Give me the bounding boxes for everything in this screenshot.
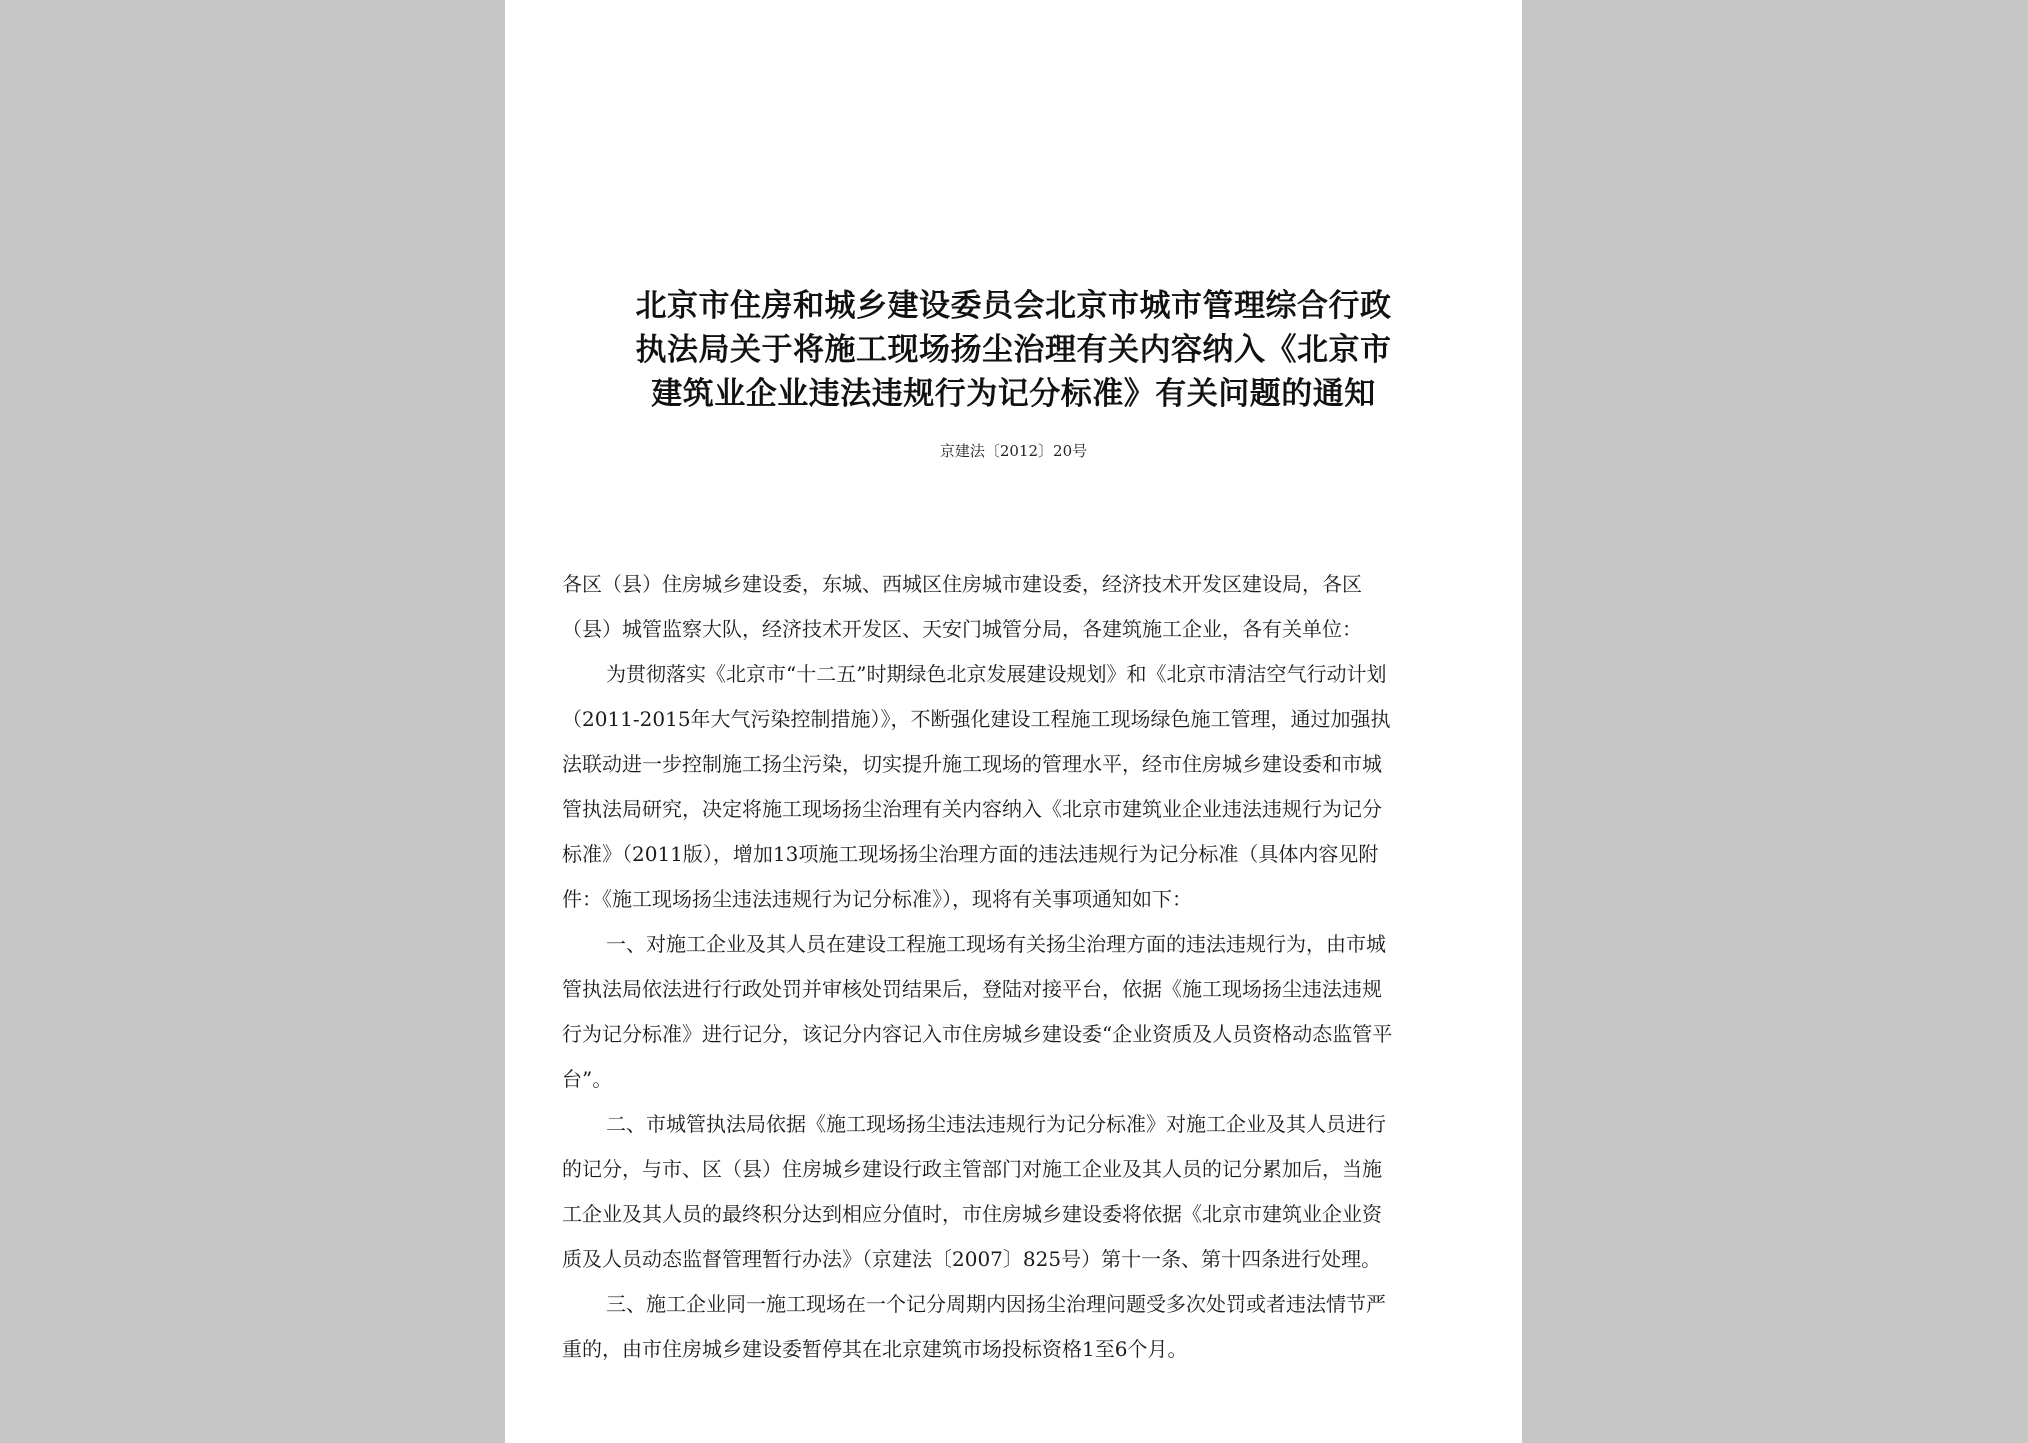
body-line: 管执法局依法进行行政处罚并审核处罚结果后，登陆对接平台，依据《施工现场扬尘违法违规 [562,977,1382,1001]
body-line: （县）城管监察大队，经济技术开发区、天安门城管分局，各建筑施工企业，各有关单位： [562,617,1362,641]
body-line: 各区（县）住房城乡建设委，东城、西城区住房城市建设委，经济技术开发区建设局，各区 [562,572,1362,596]
body-line: 二、市城管执法局依据《施工现场扬尘违法违规行为记分标准》对施工企业及其人员进行 [606,1112,1386,1136]
body-line: 法联动进一步控制施工扬尘污染，切实提升施工现场的管理水平，经市住房城乡建设委和市城 [562,752,1382,776]
body-line: 件：《施工现场扬尘违法违规行为记分标准》），现将有关事项通知如下： [562,887,1192,911]
body-line: 管执法局研究，决定将施工现场扬尘治理有关内容纳入《北京市建筑业企业违法违规行为记分 [562,797,1382,821]
body-line: 重的，由市住房城乡建设委暂停其在北京建筑市场投标资格1至6个月。 [562,1337,1188,1361]
body-line: 为贯彻落实《北京市“十二五”时期绿色北京发展建设规划》和《北京市清洁空气行动计划 [606,662,1387,686]
body-line: （2011-2015年大气污染控制措施）》，不断强化建设工程施工现场绿色施工管理，通过加强执 [562,707,1391,731]
document-number: 京建法〔2012〕20号 [939,442,1088,460]
body-line: 台”。 [562,1067,613,1091]
title-line-2: 执法局关于将施工现场扬尘治理有关内容纳入《北京市 [635,332,1392,368]
body-line: 标准》（2011版），增加13项施工现场扬尘治理方面的违法违规行为记分标准（具体内容见附 [562,842,1379,866]
document-page [505,0,1522,1443]
document-title [545,284,1482,416]
body-line: 三、施工企业同一施工现场在一个记分周期内因扬尘治理问题受多次处罚或者违法情节严 [606,1292,1386,1316]
title-line-3: 建筑业企业违法违规行为记分标准》有关问题的通知 [651,376,1376,412]
body-line: 行为记分标准》进行记分，该记分内容记入市住房城乡建设委“企业资质及人员资格动态监管平 [562,1022,1393,1046]
document-body [562,562,1462,1372]
body-line: 一、对施工企业及其人员在建设工程施工现场有关扬尘治理方面的违法违规行为，由市城 [606,932,1386,956]
title-line-1: 北京市住房和城乡建设委员会北京市城市管理综合行政 [635,288,1392,324]
body-line: 质及人员动态监督管理暂行办法》（京建法〔2007〕825号）第十一条、第十四条进行处理。 [562,1247,1382,1271]
body-line: 的记分，与市、区（县）住房城乡建设行政主管部门对施工企业及其人员的记分累加后，当施 [562,1157,1382,1181]
body-line: 工企业及其人员的最终积分达到相应分值时，市住房城乡建设委将依据《北京市建筑业企业资 [562,1202,1382,1226]
